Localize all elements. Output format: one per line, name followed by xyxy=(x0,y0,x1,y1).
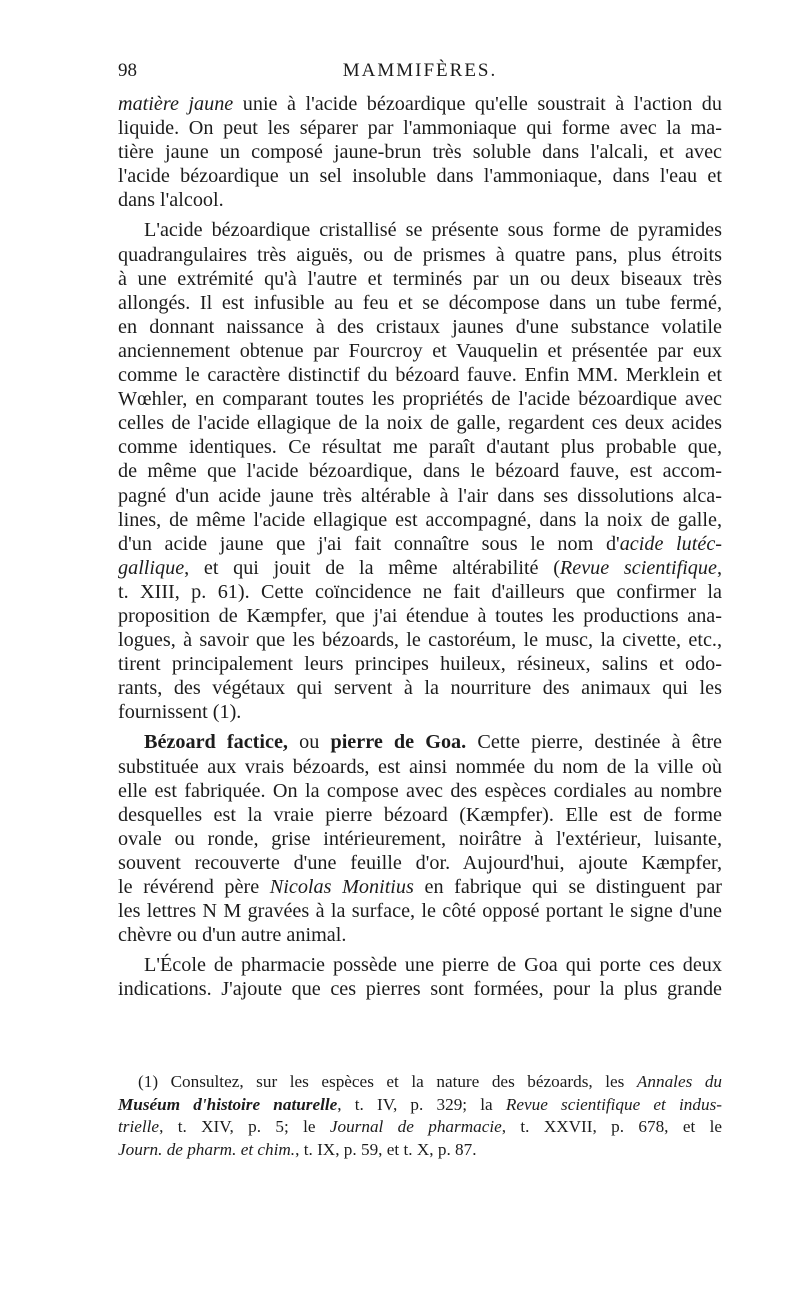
text-line: comme identiques. Ce résultat me paraît d'autant plus probable que, xyxy=(118,436,722,459)
text-run: , t. XIV, p. 5; le xyxy=(159,1117,330,1136)
text-run: ou xyxy=(287,731,331,754)
italic-phrase: Revue scientifique xyxy=(559,556,717,579)
text-line: indications. J'ajoute que ces pierres sont formées, pour la plus grande xyxy=(118,978,722,1001)
text-line: elle est fabriquée. On la compose avec des espèces cordiales au nombre xyxy=(118,779,722,802)
text-run: , et qui jouit de la même altérabilité ( xyxy=(184,556,560,579)
text-line: l'acide bézoardique un sel insoluble dans l'ammoniaque, dans l'eau et xyxy=(118,165,722,188)
text-line: en donnant naissance à des cristaux jaunes d'une substance volatile xyxy=(118,315,722,338)
text-line: à une extrémité qu'à l'autre et terminés par un ou deux biseaux très xyxy=(118,267,722,290)
italic-phrase: Journ. de pharm. et chim. xyxy=(118,1139,296,1159)
italic-phrase: Annales du xyxy=(636,1072,723,1091)
text-line: les lettres N M gravées à la surface, le côté opposé portant le signe d'une xyxy=(118,900,722,923)
italic-phrase: gallique xyxy=(118,556,185,579)
section-heading: pierre de Goa. xyxy=(330,731,467,754)
text-line: tirent principalement leurs principes huileux, résineux, salins et odo- xyxy=(118,653,722,676)
text-line: proposition de Kæmpfer, que j'ai étendue à toutes les productions ana- xyxy=(118,604,722,627)
text-line: de même que l'acide bézoardique, dans le bézoard fauve, est accom- xyxy=(118,460,722,483)
text-line: comme le caractère distinctif du bézoard fauve. Enfin MM. Merklein et xyxy=(118,364,722,387)
text-line: souvent recouverte d'une feuille d'or. Aujourd'hui, ajoute Kæmpfer, xyxy=(118,851,722,874)
text-run: unie à l'acide bézoardique qu'elle soustrait à l'action du xyxy=(233,93,722,115)
footnote-line xyxy=(118,1094,722,1117)
text-line: quadrangulaires très aiguës, ou de prismes à quatre pans, plus étroits xyxy=(118,243,722,266)
main-text xyxy=(118,92,722,1001)
text-run: , xyxy=(716,556,723,579)
text-line xyxy=(118,730,722,754)
italic-phrase: Journal de pharmacie xyxy=(329,1117,502,1136)
text-run: (1) Consultez, sur les espèces et la nature des bézoards, les xyxy=(138,1072,637,1091)
running-title: MAMMIFÈRES. xyxy=(342,60,498,81)
text-line: anciennement obtenue par Fourcroy et Vauquelin et présentée par eux xyxy=(118,339,722,362)
text-run: Cette pierre, destinée à être xyxy=(466,731,723,754)
text-line: Wœhler, en comparant toutes les propriétés de l'acide bézoardique avec xyxy=(118,388,722,411)
footnote xyxy=(118,1071,722,1161)
text-line: pagné d'un acide jaune très altérable à l'air dans ses dissolutions alca- xyxy=(118,484,722,507)
text-line xyxy=(118,532,722,556)
text-line: lines, de même l'acide ellagique est accompagné, dans la noix de galle, xyxy=(118,508,722,531)
footnote-line xyxy=(118,1139,722,1162)
text-line: logues, à savoir que les bézoards, le castoréum, le musc, la civette, etc., xyxy=(118,629,722,652)
text-run: en fabrique qui se distinguent par xyxy=(413,876,723,898)
text-line: tière jaune un composé jaune-brun très soluble dans l'alcali, et avec xyxy=(118,141,722,164)
text-line: rants, des végétaux qui servent à la nourriture des animaux qui les xyxy=(118,677,722,700)
paragraph-4 xyxy=(118,953,722,1001)
text-line: celles de l'acide ellagique de la noix de galle, regardent ces deux acides xyxy=(118,412,722,435)
text-line: chèvre ou d'un autre animal. xyxy=(118,924,347,947)
text-line: allongés. Il est infusible au feu et se décompose dans un tube fermé, xyxy=(118,291,722,314)
italic-phrase: Muséum d'histoire naturelle xyxy=(118,1094,338,1114)
text-line: L'École de pharmacie possède une pierre de Goa qui porte ces deux xyxy=(144,954,722,977)
text-run: , t. XXVII, p. 678, et le xyxy=(501,1117,722,1136)
text-run: , t. IV, p. 329; la xyxy=(337,1094,506,1114)
text-line: t. XIII, p. 61). Cette coïncidence ne fait d'ailleurs que confirmer la xyxy=(118,580,722,603)
text-line: dans l'alcool. xyxy=(118,189,224,212)
text-line: substituée aux vrais bézoards, est ainsi nommée du nom de la ville où xyxy=(118,755,722,778)
text-run: , t. IX, p. 59, et t. X, p. 87. xyxy=(295,1139,477,1159)
paragraph-2 xyxy=(118,218,722,724)
footnote-line xyxy=(118,1071,722,1094)
italic-phrase: acide lutéc- xyxy=(619,532,722,555)
paragraph-3 xyxy=(118,730,722,947)
page-number: 98 xyxy=(118,60,137,81)
text-line: L'acide bézoardique cristallisé se présente sous forme de pyramides xyxy=(144,219,722,242)
text-line xyxy=(118,556,722,580)
running-head xyxy=(118,60,722,86)
text-line xyxy=(118,92,722,116)
text-line: ovale ou ronde, grise intérieurement, noirâtre à l'extérieur, luisante, xyxy=(118,827,722,850)
italic-phrase: Revue scientifique et indus- xyxy=(505,1094,722,1114)
text-line: desquelles est la vraie pierre bézoard (Kæmpfer). Elle est de forme xyxy=(118,803,722,826)
text-line xyxy=(118,875,722,899)
text-line: fournissent (1). xyxy=(118,701,242,724)
italic-phrase: trielle xyxy=(118,1117,160,1136)
footnote-line xyxy=(118,1116,722,1139)
text-run: le révérend père xyxy=(118,876,270,898)
text-line: liquide. On peut les séparer par l'ammoniaque qui forme avec la ma- xyxy=(118,117,722,140)
section-heading: Bézoard factice, xyxy=(144,731,288,754)
italic-phrase: Nicolas Monitius xyxy=(269,876,414,898)
paragraph-1 xyxy=(118,92,722,212)
text-run: d'un acide jaune que j'ai fait connaître sous le nom d' xyxy=(118,532,620,555)
italic-phrase: matière jaune xyxy=(118,93,234,115)
